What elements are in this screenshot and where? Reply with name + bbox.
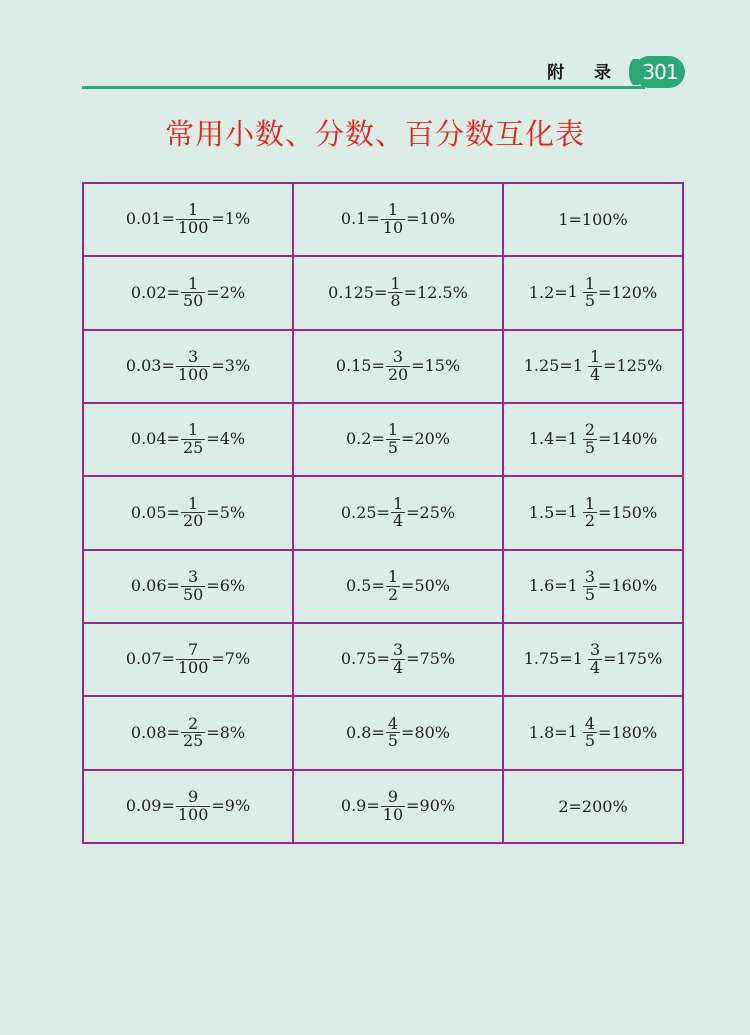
percent-value: 175% (616, 649, 663, 669)
equals-sign: = (371, 722, 385, 742)
fraction-numerator: 3 (181, 569, 205, 587)
header-rule (82, 86, 645, 89)
table-cell (293, 550, 503, 623)
table-row (83, 476, 683, 549)
fraction-numerator: 1 (589, 347, 601, 367)
fraction-numerator: 4 (584, 713, 596, 733)
fraction-denominator: 20 (387, 364, 409, 384)
fraction (583, 569, 597, 604)
table-cell (293, 183, 503, 256)
percent-value: 100% (581, 210, 628, 230)
percent-value: 160% (611, 575, 658, 595)
fraction-denominator: 100 (177, 804, 209, 824)
fraction-numerator: 3 (386, 349, 410, 367)
equals-sign: = (211, 795, 225, 815)
fraction-numerator: 1 (181, 422, 205, 440)
table-cell (503, 770, 683, 843)
percent-value: 8% (219, 722, 246, 742)
equals-sign: = (554, 502, 568, 522)
fraction-numerator: 7 (176, 642, 211, 660)
equals-sign: = (411, 355, 425, 375)
table-cell (83, 550, 293, 623)
table-row (83, 256, 683, 329)
decimal-value: 0.8 (345, 722, 372, 742)
fraction-numerator: 9 (176, 789, 211, 807)
page-header (82, 56, 685, 92)
equals-sign: = (371, 429, 385, 449)
table-cell (503, 330, 683, 403)
conversion-table (82, 182, 684, 844)
equals-sign: = (598, 502, 612, 522)
fraction (583, 273, 597, 311)
fraction (386, 422, 400, 457)
equals-sign: = (603, 649, 617, 669)
table-cell (83, 476, 293, 549)
section-label: 附 录 (547, 63, 623, 83)
fraction-denominator: 100 (177, 364, 209, 384)
table-cell (503, 256, 683, 329)
decimal-value: 0.25 (340, 502, 377, 522)
equals-sign: = (206, 575, 220, 595)
fraction-denominator: 4 (392, 511, 404, 531)
decimal-value: 1.6 (528, 575, 555, 595)
whole-number: 1 (567, 502, 578, 522)
fraction (176, 202, 211, 237)
fraction (583, 422, 597, 457)
percent-value: 2% (219, 282, 246, 302)
fraction (176, 789, 211, 824)
equals-sign: = (598, 429, 612, 449)
equals-sign: = (559, 355, 573, 375)
table-cell (83, 256, 293, 329)
decimal-value: 0.5 (345, 575, 372, 595)
fraction-numerator: 1 (181, 276, 205, 294)
equals-sign: = (603, 355, 617, 375)
equals-sign: = (598, 575, 612, 595)
fraction-numerator: 1 (381, 202, 405, 220)
equals-sign: = (376, 649, 390, 669)
fraction (386, 569, 400, 604)
whole-number: 1 (567, 722, 578, 742)
whole-number: 1 (567, 575, 578, 595)
fraction-denominator: 50 (182, 584, 204, 604)
fraction (388, 273, 402, 311)
percent-value: 90% (419, 795, 456, 815)
table-cell (83, 183, 293, 256)
percent-value: 75% (419, 649, 456, 669)
fraction (381, 789, 405, 824)
equals-sign: = (373, 282, 388, 302)
decimal-value: 1.75 (523, 649, 560, 669)
fraction (381, 202, 405, 237)
fraction-numerator: 2 (584, 420, 596, 440)
percent-value: 80% (414, 722, 450, 742)
table-cell (293, 256, 503, 329)
equals-sign: = (206, 722, 220, 742)
equals-sign: = (401, 722, 415, 742)
table-row (83, 770, 683, 843)
equals-sign: = (161, 209, 175, 229)
equals-sign: = (166, 575, 180, 595)
fraction-denominator: 2 (584, 511, 596, 531)
equals-sign: = (371, 355, 385, 375)
fraction-numerator: 1 (584, 273, 596, 293)
fraction-denominator: 5 (584, 291, 596, 311)
conversion-table-body (83, 183, 683, 843)
decimal-value: 1.2 (528, 282, 555, 302)
table-cell (293, 330, 503, 403)
equals-sign: = (554, 282, 568, 302)
equals-sign: = (401, 429, 415, 449)
percent-value: 7% (224, 649, 251, 669)
table-cell (503, 476, 683, 549)
fraction-numerator: 3 (584, 567, 596, 586)
fraction-numerator: 9 (381, 789, 405, 807)
equals-sign: = (211, 649, 225, 669)
decimal-value: 1.4 (528, 429, 555, 449)
fraction-numerator: 1 (392, 493, 404, 513)
fraction-numerator: 1 (181, 496, 205, 514)
fraction (386, 713, 400, 751)
equals-sign: = (371, 575, 385, 595)
fraction-denominator: 5 (387, 731, 399, 751)
fraction-numerator: 3 (589, 640, 601, 660)
equals-sign: = (554, 429, 568, 449)
fraction-numerator: 1 (390, 273, 401, 293)
equals-sign: = (206, 502, 220, 522)
fraction-denominator: 100 (177, 658, 209, 678)
equals-sign: = (559, 649, 573, 669)
percent-value: 1% (224, 209, 251, 229)
equals-sign: = (406, 209, 420, 229)
table-row (83, 183, 683, 256)
page-title: 常用小数、分数、百分数互化表 (164, 117, 585, 151)
equals-sign: = (161, 795, 175, 815)
table-cell (293, 696, 503, 769)
equals-sign: = (598, 282, 612, 302)
equals-sign: = (406, 502, 420, 522)
equals-sign: = (554, 575, 568, 595)
equals-sign: = (161, 355, 175, 375)
equals-sign: = (166, 282, 180, 302)
decimal-value: 0.9 (340, 795, 367, 815)
decimal-value: 1 (558, 210, 569, 230)
table-cell (503, 696, 683, 769)
table-cell (293, 403, 503, 476)
percent-value: 20% (414, 429, 450, 449)
table-cell (503, 623, 683, 696)
equals-sign: = (366, 209, 380, 229)
percent-value: 10% (419, 209, 456, 229)
decimal-value: 0.1 (340, 209, 367, 229)
table-cell (83, 770, 293, 843)
equals-sign: = (403, 282, 417, 302)
table-cell (503, 183, 683, 256)
equals-sign: = (211, 209, 225, 229)
fraction-denominator: 25 (182, 731, 204, 751)
table-row (83, 330, 683, 403)
decimal-value: 0.06 (130, 575, 167, 595)
percent-value: 15% (424, 355, 461, 375)
equals-sign: = (554, 722, 568, 742)
table-cell (503, 403, 683, 476)
table-cell (293, 623, 503, 696)
fraction-denominator: 5 (387, 438, 399, 458)
fraction (583, 713, 597, 751)
whole-number: 1 (572, 355, 583, 375)
equals-sign: = (206, 282, 220, 302)
fraction-denominator: 100 (177, 218, 209, 238)
decimal-value: 0.08 (130, 722, 167, 742)
equals-sign: = (166, 502, 180, 522)
percent-value: 25% (419, 502, 456, 522)
decimal-value: 2 (558, 796, 569, 816)
fraction-denominator: 10 (382, 218, 404, 238)
fraction (588, 642, 602, 677)
percent-value: 150% (611, 502, 658, 522)
percent-value: 4% (219, 429, 246, 449)
whole-number: 1 (567, 429, 578, 449)
fraction-denominator: 5 (584, 438, 596, 458)
fraction (181, 569, 205, 604)
equals-sign: = (598, 722, 612, 742)
fraction-denominator: 4 (392, 658, 404, 678)
table-row (83, 403, 683, 476)
whole-number: 1 (572, 649, 583, 669)
table-row (83, 696, 683, 769)
decimal-value: 0.15 (335, 355, 372, 375)
table-row (83, 550, 683, 623)
fraction-numerator: 1 (176, 202, 211, 220)
fraction (176, 642, 211, 677)
decimal-value: 0.75 (340, 649, 377, 669)
table-cell (293, 476, 503, 549)
equals-sign: = (568, 796, 582, 816)
fraction-denominator: 25 (182, 438, 204, 458)
table-cell (503, 550, 683, 623)
table-cell (293, 770, 503, 843)
fraction-denominator: 50 (182, 291, 204, 311)
table-cell (83, 330, 293, 403)
percent-value: 12.5% (416, 282, 468, 302)
decimal-value: 1.25 (523, 355, 560, 375)
fraction-denominator: 5 (584, 584, 596, 604)
equals-sign: = (406, 795, 420, 815)
page-number-badge: 301 (635, 56, 685, 88)
equals-sign: = (366, 795, 380, 815)
percent-value: 50% (414, 575, 450, 595)
fraction-denominator: 8 (390, 291, 401, 311)
fraction-denominator: 20 (182, 511, 204, 531)
equals-sign: = (401, 575, 415, 595)
decimal-value: 1.8 (528, 722, 555, 742)
fraction-denominator: 4 (589, 658, 601, 678)
percent-value: 6% (219, 575, 246, 595)
fraction (181, 493, 205, 531)
fraction-numerator: 1 (387, 567, 399, 586)
decimal-value: 0.2 (345, 429, 372, 449)
percent-value: 180% (611, 722, 658, 742)
equals-sign: = (161, 649, 175, 669)
equals-sign: = (206, 429, 220, 449)
fraction (588, 349, 602, 384)
fraction-numerator: 2 (181, 716, 205, 734)
table-cell (83, 696, 293, 769)
decimal-value: 0.09 (125, 795, 162, 815)
percent-value: 5% (219, 502, 246, 522)
table-cell (83, 623, 293, 696)
fraction-numerator: 3 (392, 640, 404, 660)
decimal-value: 0.04 (130, 429, 167, 449)
decimal-value: 1.5 (528, 502, 555, 522)
fraction-denominator: 10 (382, 804, 404, 824)
equals-sign: = (406, 649, 420, 669)
percent-value: 140% (611, 429, 658, 449)
whole-number: 1 (567, 282, 578, 302)
fraction (391, 642, 405, 677)
fraction (181, 713, 205, 751)
fraction (583, 493, 597, 531)
equals-sign: = (568, 210, 582, 230)
fraction (181, 422, 205, 457)
fraction-numerator: 1 (584, 493, 596, 513)
equals-sign: = (166, 429, 180, 449)
fraction (176, 349, 211, 384)
percent-value: 125% (616, 355, 663, 375)
equals-sign: = (166, 722, 180, 742)
decimal-value: 0.07 (125, 649, 162, 669)
fraction-numerator: 4 (387, 713, 399, 733)
percent-value: 9% (224, 795, 251, 815)
decimal-value: 0.02 (130, 282, 167, 302)
fraction-numerator: 1 (387, 420, 399, 440)
decimal-value: 0.01 (125, 209, 162, 229)
percent-value: 120% (611, 282, 658, 302)
fraction-denominator: 2 (387, 584, 399, 604)
table-row (83, 623, 683, 696)
fraction (386, 349, 410, 384)
fraction (181, 273, 205, 311)
percent-value: 200% (581, 796, 628, 816)
fraction-numerator: 3 (176, 349, 211, 367)
decimal-value: 0.05 (130, 502, 167, 522)
table-cell (83, 403, 293, 476)
percent-value: 3% (224, 355, 251, 375)
equals-sign: = (211, 355, 225, 375)
fraction-denominator: 4 (589, 364, 601, 384)
fraction-denominator: 5 (584, 731, 596, 751)
decimal-value: 0.125 (328, 282, 374, 302)
fraction (391, 493, 405, 531)
decimal-value: 0.03 (125, 355, 162, 375)
equals-sign: = (376, 502, 390, 522)
